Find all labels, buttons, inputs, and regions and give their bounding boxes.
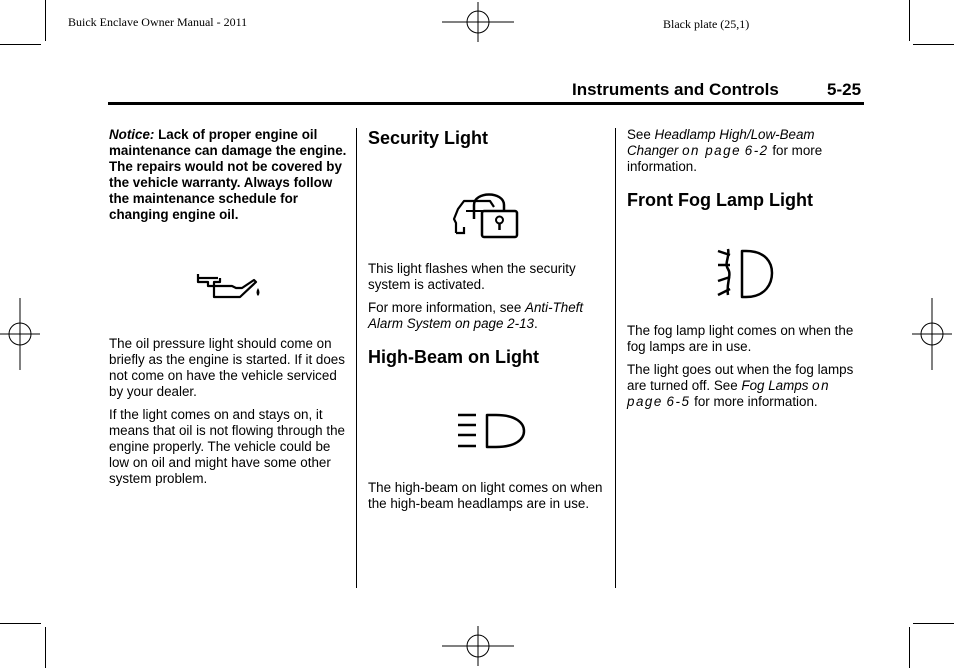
column-1-lower xyxy=(109,336,347,494)
crop-mark xyxy=(0,44,41,45)
fog-see-prefix: The light goes out when the fog lamps are turned off. See xyxy=(627,362,854,393)
security-see-suffix: . xyxy=(533,316,538,331)
column-divider xyxy=(356,128,357,588)
crop-mark xyxy=(45,0,46,41)
security-see-prefix: For more information, see xyxy=(368,300,526,315)
notice-block xyxy=(109,127,347,223)
column-3-fog-text xyxy=(627,323,865,417)
oil-can-icon xyxy=(196,270,266,300)
fog-lamp-heading: Front Fog Lamp Light xyxy=(627,190,813,210)
manual-title: Buick Enclave Owner Manual - 2011 xyxy=(68,15,248,29)
headlamp-reference xyxy=(627,127,865,175)
fog-lamps-link-c[interactable]: 6-5 xyxy=(666,394,691,409)
oil-warning-paragraph: If the light comes on and stays on, it means that oil is not flowing through the engine properly. The vehicle could be low on oil and might have some other system problem. xyxy=(109,407,345,486)
fog-lamps-link-a[interactable]: Fog Lamps xyxy=(741,378,809,393)
column-3-top xyxy=(627,127,865,182)
column-divider xyxy=(615,128,616,588)
header-rule xyxy=(108,102,864,105)
section-title: Instruments and Controls xyxy=(572,80,779,99)
security-light-heading: Security Light xyxy=(368,128,489,148)
headlamp-link-d[interactable]: 6-2 xyxy=(744,143,769,158)
registration-mark-bottom xyxy=(438,626,518,666)
high-beam-paragraph: The high-beam on light comes on when the high-beam headlamps are in use. xyxy=(368,480,603,511)
anti-theft-link[interactable]: Anti-Theft Alarm System on page 2-13 xyxy=(368,300,584,331)
headlamp-link-a[interactable]: Headlamp High/Low-Beam xyxy=(654,127,815,142)
security-paragraph-1: This light flashes when the security system is activated. xyxy=(368,261,576,292)
crop-mark xyxy=(909,627,910,668)
crop-mark xyxy=(909,0,910,41)
fog-lamps-link-b[interactable]: on page xyxy=(627,378,831,409)
security-lock-icon xyxy=(452,183,522,243)
column-2-security-text xyxy=(368,261,606,339)
headlamp-link-b[interactable]: Changer xyxy=(627,143,679,158)
fog-paragraph-2 xyxy=(627,362,865,410)
column-1 xyxy=(109,127,347,230)
crop-mark xyxy=(913,44,954,45)
column-2-highbeam-text xyxy=(368,480,606,519)
fog-paragraph-1: The fog lamp light comes on when the fog lamps are in use. xyxy=(627,323,854,354)
registration-mark-left xyxy=(0,294,40,374)
fog-see-suffix: for more information. xyxy=(690,394,818,409)
crop-mark xyxy=(0,623,41,624)
crop-mark xyxy=(45,627,46,668)
crop-mark xyxy=(913,623,954,624)
registration-mark-right xyxy=(912,294,952,374)
fog-lamp-icon xyxy=(716,245,776,301)
see-suffix: for more information. xyxy=(627,143,823,174)
notice-text: Lack of proper engine oil maintenance can damage the engine. The repairs would not be covered by the vehicle warranty. Always follow the maintenance schedule for changing engine oil. xyxy=(109,127,347,222)
security-paragraph-2 xyxy=(368,300,606,332)
notice-label: Notice: xyxy=(109,127,155,142)
high-beam-heading: High-Beam on Light xyxy=(368,347,539,367)
see-prefix: See xyxy=(627,127,655,142)
registration-mark-top xyxy=(438,2,518,42)
high-beam-icon xyxy=(456,413,526,453)
oil-pressure-paragraph: The oil pressure light should come on briefly as the engine is started. If it does not come on have the vehicle serviced by your dealer. xyxy=(109,336,345,399)
page-number: 5-25 xyxy=(827,80,862,99)
headlamp-link-c[interactable]: on page xyxy=(682,143,742,158)
plate-label: Black plate (25,1) xyxy=(663,17,750,31)
